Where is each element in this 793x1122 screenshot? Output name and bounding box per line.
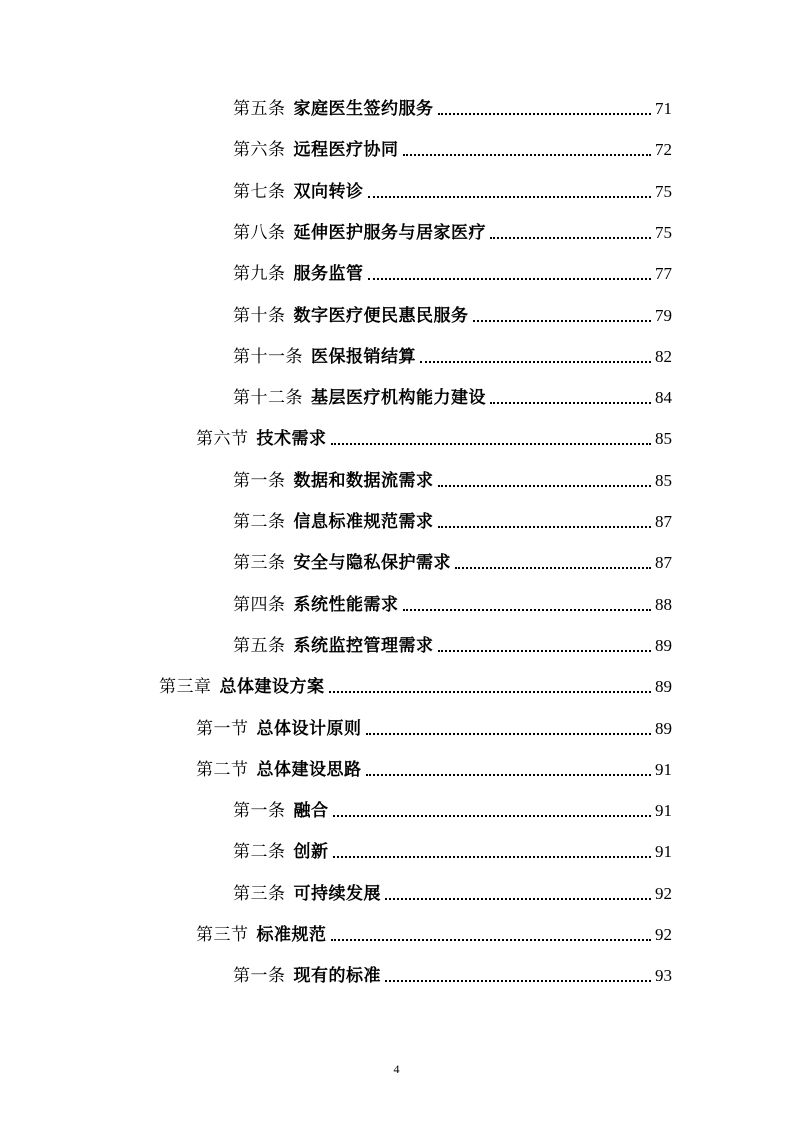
toc-entry-number: 第二条 [233, 842, 286, 863]
toc-entry-page: 92 [655, 925, 672, 944]
toc-entry-title: 医保报销结算 [311, 346, 416, 367]
toc-dot-leader [331, 939, 652, 941]
toc-dot-leader [331, 443, 652, 445]
toc-entry-page: 92 [655, 883, 672, 903]
toc-entry-number: 第四条 [233, 594, 286, 615]
toc-entry[interactable] [233, 503, 672, 533]
toc-entry-title: 服务监管 [293, 264, 364, 285]
toc-entry-number: 第一条 [233, 966, 286, 987]
toc-dot-leader [385, 898, 651, 900]
toc-entry-title: 可持续发展 [293, 883, 381, 904]
page-number: 4 [393, 1062, 400, 1076]
toc-entry[interactable] [233, 379, 672, 409]
toc-entry[interactable] [196, 420, 672, 450]
toc-dot-leader [403, 154, 652, 156]
toc-entry-number: 第一节 [196, 718, 249, 739]
toc-dot-leader [490, 237, 651, 239]
toc-entry[interactable] [233, 462, 672, 492]
toc-entry[interactable] [233, 586, 672, 616]
toc-entry-page: 89 [655, 635, 672, 655]
toc-dot-leader [438, 526, 652, 528]
toc-entry-page: 82 [655, 346, 672, 366]
toc-dot-leader [333, 815, 652, 817]
toc-entry-title: 标准规范 [256, 925, 327, 945]
toc-entry-page: 88 [655, 594, 672, 614]
toc-dot-leader [438, 485, 652, 487]
toc-entry-number: 第五条 [233, 99, 286, 119]
toc-entry-number: 第六条 [233, 140, 286, 161]
toc-entry-page: 75 [655, 222, 672, 242]
toc-entry[interactable] [233, 173, 672, 203]
toc-dot-leader [329, 691, 652, 693]
toc-entry[interactable] [233, 90, 672, 120]
toc-entry-page: 85 [655, 429, 672, 449]
toc-entry-number: 第十二条 [233, 388, 303, 409]
toc-entry-number: 第三条 [233, 883, 286, 904]
toc-entry[interactable] [233, 544, 672, 574]
toc-entry-page: 87 [655, 553, 672, 573]
toc-entry[interactable] [233, 214, 672, 244]
toc-entry-page: 71 [655, 99, 672, 118]
toc-entry-page: 77 [655, 264, 672, 284]
toc-entry-page: 79 [655, 305, 672, 325]
toc-entry-title: 现有的标准 [293, 966, 381, 987]
toc-entry[interactable] [196, 710, 672, 740]
toc-entry-page: 91 [655, 842, 672, 862]
toc-entry-number: 第三节 [196, 925, 249, 945]
toc-dot-leader [385, 980, 651, 982]
toc-dot-leader [490, 402, 651, 404]
toc-entry-title: 家庭医生签约服务 [293, 99, 434, 119]
toc-entry-number: 第六节 [196, 429, 249, 450]
toc-entry-number: 第三条 [233, 553, 286, 574]
toc-dot-leader [366, 774, 652, 776]
toc-entry[interactable] [159, 668, 672, 698]
toc-entry-number: 第二节 [196, 759, 249, 780]
toc-entry[interactable] [233, 338, 672, 368]
toc-entry-number: 第九条 [233, 264, 286, 285]
toc-entry-title: 系统监控管理需求 [293, 635, 434, 656]
toc-entry-page: 87 [655, 512, 672, 531]
toc-entry[interactable] [233, 833, 672, 863]
toc-entry-title: 总体建设方案 [219, 677, 325, 698]
toc-dot-leader [403, 609, 652, 611]
toc-dot-leader [473, 320, 652, 322]
toc-entry-number: 第五条 [233, 635, 286, 656]
toc-entry-title: 总体设计原则 [256, 718, 362, 739]
toc-entry[interactable] [233, 957, 672, 987]
toc-entry-page: 75 [655, 181, 672, 201]
toc-entry-title: 远程医疗协同 [293, 140, 399, 161]
toc-entry-number: 第七条 [233, 181, 286, 202]
toc-entry-page: 72 [655, 140, 672, 160]
toc-dot-leader [438, 113, 652, 115]
toc-entry[interactable] [233, 792, 672, 822]
toc-entry-title: 技术需求 [256, 429, 327, 450]
toc-dot-leader [366, 733, 652, 735]
toc-entry[interactable] [196, 916, 672, 946]
toc-entry-page: 89 [655, 677, 672, 697]
toc-entry-title: 融合 [293, 801, 329, 822]
toc-entry[interactable] [233, 131, 672, 161]
toc-entry-page: 89 [655, 718, 672, 738]
toc-entry-title: 总体建设思路 [256, 759, 362, 780]
toc-entry-title: 双向转诊 [293, 181, 364, 202]
toc-entry-page: 84 [655, 388, 672, 408]
toc-dot-leader [368, 196, 652, 198]
toc-entry-page: 91 [655, 801, 672, 821]
toc-entry-page: 85 [655, 470, 672, 490]
toc-entry-title: 基层医疗机构能力建设 [311, 388, 486, 409]
toc-entry-number: 第八条 [233, 222, 286, 243]
toc-entry[interactable] [233, 255, 672, 285]
toc-dot-leader [455, 567, 651, 569]
toc-dot-leader [368, 278, 652, 280]
toc-entry-title: 延伸医护服务与居家医疗 [293, 222, 486, 243]
toc-entry-number: 第十条 [233, 305, 286, 326]
toc-entry-number: 第三章 [159, 677, 212, 698]
toc-entry-title: 数字医疗便民惠民服务 [293, 305, 469, 326]
toc-entry-number: 第十一条 [233, 346, 303, 367]
toc-entry-number: 第一条 [233, 801, 286, 822]
toc-entry-title: 系统性能需求 [293, 594, 399, 615]
toc-entry-title: 信息标准规范需求 [293, 512, 434, 532]
toc-entry-title: 创新 [293, 842, 329, 863]
toc-entry[interactable] [196, 751, 672, 781]
toc-dot-leader [420, 361, 651, 363]
toc-entry-number: 第一条 [233, 470, 286, 491]
toc-entry[interactable] [233, 627, 672, 657]
toc-entry-page: 91 [655, 759, 672, 779]
toc-entry-title: 数据和数据流需求 [293, 470, 434, 491]
toc-entry[interactable] [233, 875, 672, 905]
toc-entry-number: 第二条 [233, 512, 286, 532]
toc-dot-leader [438, 650, 652, 652]
toc-dot-leader [333, 856, 652, 858]
toc-entry[interactable] [233, 297, 672, 327]
toc-entry-page: 93 [655, 966, 672, 986]
toc-entry-title: 安全与隐私保护需求 [293, 553, 451, 574]
